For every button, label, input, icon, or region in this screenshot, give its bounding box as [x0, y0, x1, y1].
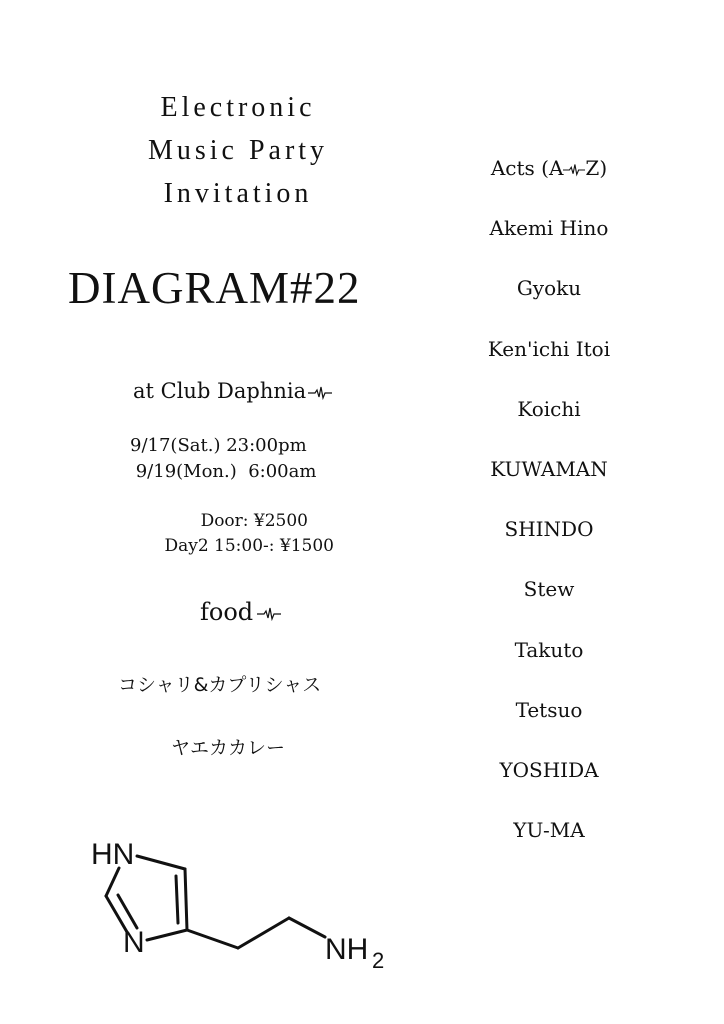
acts-heading-prefix: Acts (A	[490, 156, 564, 180]
venue	[133, 379, 332, 403]
act-name: YU-MA	[513, 818, 585, 843]
acts-list	[468, 150, 630, 872]
food-item: ヤエカカレー	[171, 737, 286, 759]
door-price: Door: ¥2500	[200, 511, 308, 531]
food-heading-label: food	[200, 598, 254, 626]
day2-price: Day2 15:00-: ¥1500	[164, 536, 334, 556]
act-name: Ken'ichi Itoi	[487, 336, 611, 361]
heartbeat-icon	[563, 163, 585, 177]
heartbeat-icon	[308, 386, 332, 400]
event-dates	[130, 433, 316, 485]
ticket-prices	[118, 509, 334, 559]
header-line-1: Electronic	[160, 92, 316, 123]
subscript-2-label: 2	[372, 948, 385, 973]
act-name: Akemi Hino	[489, 216, 609, 241]
food-item: コシャリ&カプリシャス	[118, 674, 322, 696]
heartbeat-icon	[255, 607, 283, 621]
invitation-header	[100, 86, 376, 215]
histamine-molecule-diagram	[85, 822, 405, 982]
act-name: Tetsuo	[515, 697, 583, 722]
act-name: Koichi	[517, 396, 581, 421]
food-heading	[200, 598, 283, 626]
act-name: KUWAMAN	[490, 456, 608, 481]
act-name: SHINDO	[504, 517, 594, 542]
act-name: YOSHIDA	[499, 757, 599, 782]
header-line-3: Invitation	[163, 178, 313, 209]
event-title: DIAGRAM#22	[68, 263, 361, 313]
nh-label: NH	[325, 933, 369, 966]
act-name: Stew	[523, 577, 575, 602]
acts-heading	[468, 150, 630, 210]
act-name: Gyoku	[516, 276, 582, 301]
acts-heading-suffix: Z)	[585, 156, 608, 180]
hn-label: HN	[91, 838, 135, 871]
header-line-2: Music Party	[147, 135, 329, 166]
n-label: N	[123, 926, 145, 959]
venue-label: at Club Daphnia	[133, 379, 307, 403]
date-start: 9/17(Sat.) 23:00pm	[130, 435, 307, 456]
act-name: Takuto	[514, 637, 584, 662]
date-end: 9/19(Mon.) 6:00am	[130, 461, 317, 482]
